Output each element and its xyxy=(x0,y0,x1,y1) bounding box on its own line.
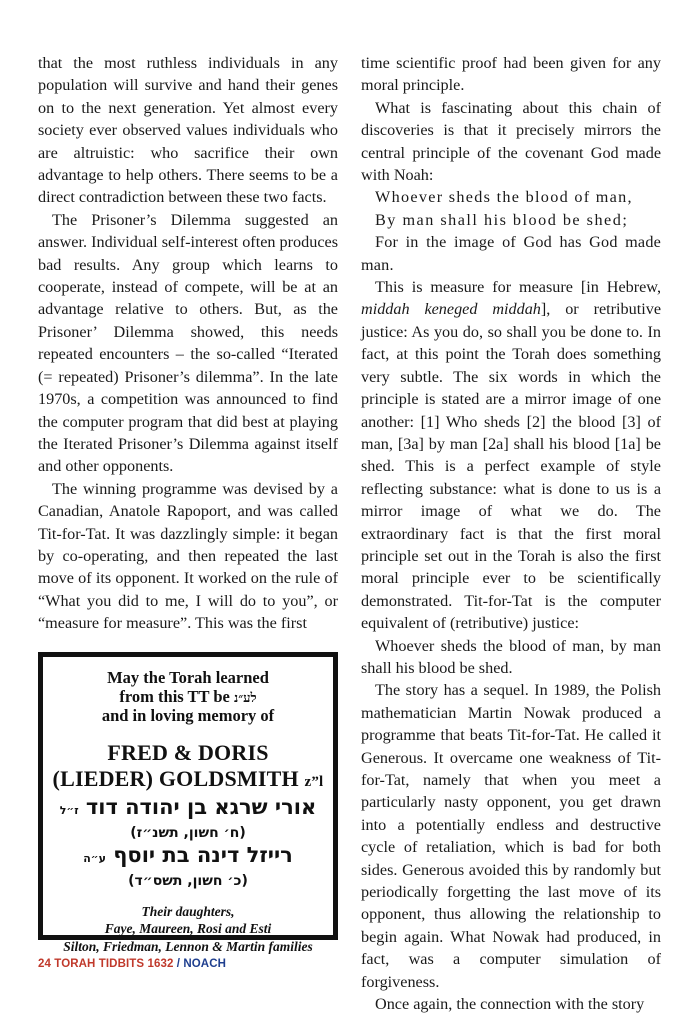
right-column xyxy=(361,52,661,1015)
hebrew-name-text: אורי שרגא בן יהודה דוד xyxy=(85,794,317,819)
family-line: Their daughters, xyxy=(141,903,235,919)
page-footer xyxy=(38,958,226,970)
dedication-line: and in loving memory of xyxy=(101,706,275,725)
paragraph: The Prisoner’s Dilemma suggested an answer. Individual self-interest often produces bad results. Any group which learns to cooperate, instead of compete, will be at an advantage relative to others. But, as the Prisoner’ Dilemma showed, this needs repeated encounters – the so-called “Iterated (= repeated) Prisoner’s dilemma”. In the late 1970s, a competition was announced to find the computer program that did best at playing the Iterated Prisoner’s Dilemma against itself and other opponents. xyxy=(38,210,338,476)
zl-suffix: z”l xyxy=(304,773,324,790)
hebrew-suffix: ע״ה xyxy=(83,851,106,865)
dedication-line: May the Torah learned xyxy=(107,668,269,687)
italic-term: middah keneged middah xyxy=(361,300,541,319)
paragraph: The story has a sequel. In 1989, the Polish mathematician Martin Nowak produced a programme that beats Tit-for-Tat. He called it Generous. It overcame one weakness of Tit-for-Tat, namely that when you meet a particularly nasty opponent, you get drawn into a potentially endless and destructive cycle of retaliation, which is bad for both sides. Generous avoided this by randomly but periodically forgetting the last move of its opponent, thus allowing the relationship to begin again. What Nowak had produced, in fact, was a computer simulation of forgiveness. xyxy=(361,681,661,991)
paragraph: What is fascinating about this chain of discoveries is that it precisely mirrors the central principle of the covenant God made with Noah: xyxy=(361,98,661,185)
names-line xyxy=(43,766,333,795)
left-column xyxy=(38,52,338,635)
dedication-text: from this TT be xyxy=(119,686,230,706)
paragraph xyxy=(361,276,661,635)
hebrew-suffix: ז״ל xyxy=(59,803,79,817)
publication-label: 24 TORAH TIDBITS 1632 xyxy=(38,958,174,970)
paragraph: that the most ruthless individuals in any population will survive and hand their genes on to the next generation. Yet almost every society ever observed values individuals who are altruistic: who sacrifice their own advantage to help others. There seems to be a direct contradiction between these two facts. xyxy=(38,54,338,207)
footer-separator: / xyxy=(176,958,181,970)
hebrew-date: (כ׳ חשון, תשס״ד) xyxy=(128,872,248,889)
dedication-intro xyxy=(43,669,333,726)
family-line: Faye, Maureen, Rosi and Esti xyxy=(104,921,272,936)
hebrew-date: (ח׳ חשון, תשנ״ז) xyxy=(130,824,246,841)
paragraph: time scientific proof had been given for any moral principle. xyxy=(361,54,661,95)
text-run: ], or retributive justice: As you do, so shall you be done to. In fact, at this point the Torah does something very subtle. The six words in which the principle is stated are a mirror image of one another: [1] Who sheds [2] the blood [3] of man, [3a] by man [2a] shall his blood [1a] be shed. This is a perfect example of style reflecting substance: what is done to us is a mirror image of what we do. The extraordinary fact is that the first moral principle set out in the Torah is also the first moral principle ever to be scientifically demonstrated. Tit-for-Tat is the computer equivalent of (retributive) justice: xyxy=(361,300,661,633)
verse-line: Whoever sheds the blood of man, xyxy=(375,188,633,207)
dedication-box xyxy=(38,652,338,954)
paragraph: The winning programme was devised by a Canadian, Anatole Rapoport, and was called Tit-for-Tat. It was dazzlingly simple: it began by co-operating, and then repeated the last move of its opponent. It worked on the rule of “What you did to me, I will do to you”, or “measure for measure”. This was the first xyxy=(38,479,338,633)
family-credits xyxy=(43,903,333,956)
hebrew-name-text: רייזל דינה בת יוסף xyxy=(113,842,293,867)
hebrew-name xyxy=(43,795,333,823)
surname: (LIEDER) GOLDSMITH xyxy=(52,765,299,791)
paragraph: Once again, the connection with the story xyxy=(375,995,645,1014)
text-run: This is measure for measure [in Hebrew, xyxy=(375,278,661,297)
honoree-names xyxy=(43,740,333,795)
verse-line: For in the image of God has God made man. xyxy=(361,233,661,274)
paragraph: Whoever sheds the blood of man, by man shall his blood be shed. xyxy=(361,636,661,677)
names-line: FRED & DORIS xyxy=(107,739,269,765)
verse-line: By man shall his blood be shed; xyxy=(375,210,629,229)
dedication-line xyxy=(43,688,333,708)
hebrew-name xyxy=(43,843,333,871)
parsha-label: NOACH xyxy=(183,958,227,970)
family-line: Silton, Friedman, Lennon & Martin families xyxy=(63,938,313,954)
hebrew-abbrev: לע״נ xyxy=(234,689,257,705)
